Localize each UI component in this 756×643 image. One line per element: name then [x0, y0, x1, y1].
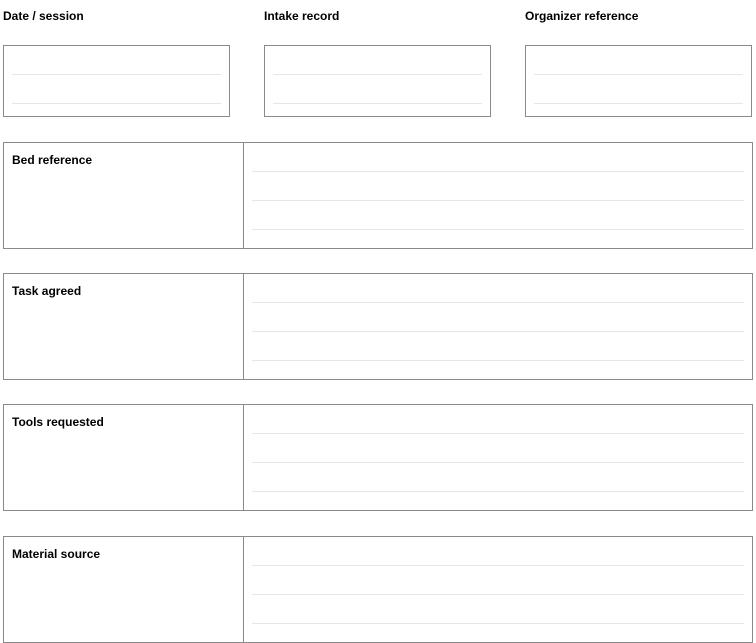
bed-reference-row	[3, 142, 753, 249]
writing-line	[12, 103, 221, 104]
writing-line	[12, 74, 221, 75]
writing-line[interactable]	[252, 302, 744, 303]
writing-line[interactable]	[252, 462, 744, 463]
tools-requested-label-cell	[4, 405, 244, 510]
writing-line[interactable]	[252, 200, 744, 201]
writing-line[interactable]	[252, 360, 744, 361]
writing-line	[273, 74, 482, 75]
material-source-label: Material source	[12, 547, 101, 561]
writing-line[interactable]	[252, 433, 744, 434]
task-agreed-row	[3, 273, 753, 380]
tools-requested-row	[3, 404, 753, 511]
writing-line[interactable]	[252, 229, 744, 230]
intake-record-field[interactable]	[264, 45, 491, 117]
task-agreed-label: Task agreed	[12, 284, 82, 298]
bed-reference-label-cell	[4, 143, 244, 248]
tools-requested-label: Tools requested	[12, 415, 104, 429]
writing-line[interactable]	[252, 331, 744, 332]
writing-line[interactable]	[252, 565, 744, 566]
writing-line[interactable]	[252, 171, 744, 172]
organizer-reference-label: Organizer reference	[525, 9, 639, 23]
bed-reference-label: Bed reference	[12, 153, 93, 167]
writing-line	[273, 103, 482, 104]
writing-line[interactable]	[252, 594, 744, 595]
writing-line[interactable]	[252, 623, 744, 624]
intake-record-label: Intake record	[264, 9, 340, 23]
material-source-label-cell	[4, 537, 244, 642]
organizer-reference-field[interactable]	[525, 45, 752, 117]
date-session-label: Date / session	[3, 9, 84, 23]
writing-line	[534, 103, 743, 104]
writing-line[interactable]	[252, 491, 744, 492]
date-session-field[interactable]	[3, 45, 230, 117]
material-source-row	[3, 536, 753, 643]
writing-line	[534, 74, 743, 75]
task-agreed-label-cell	[4, 274, 244, 379]
